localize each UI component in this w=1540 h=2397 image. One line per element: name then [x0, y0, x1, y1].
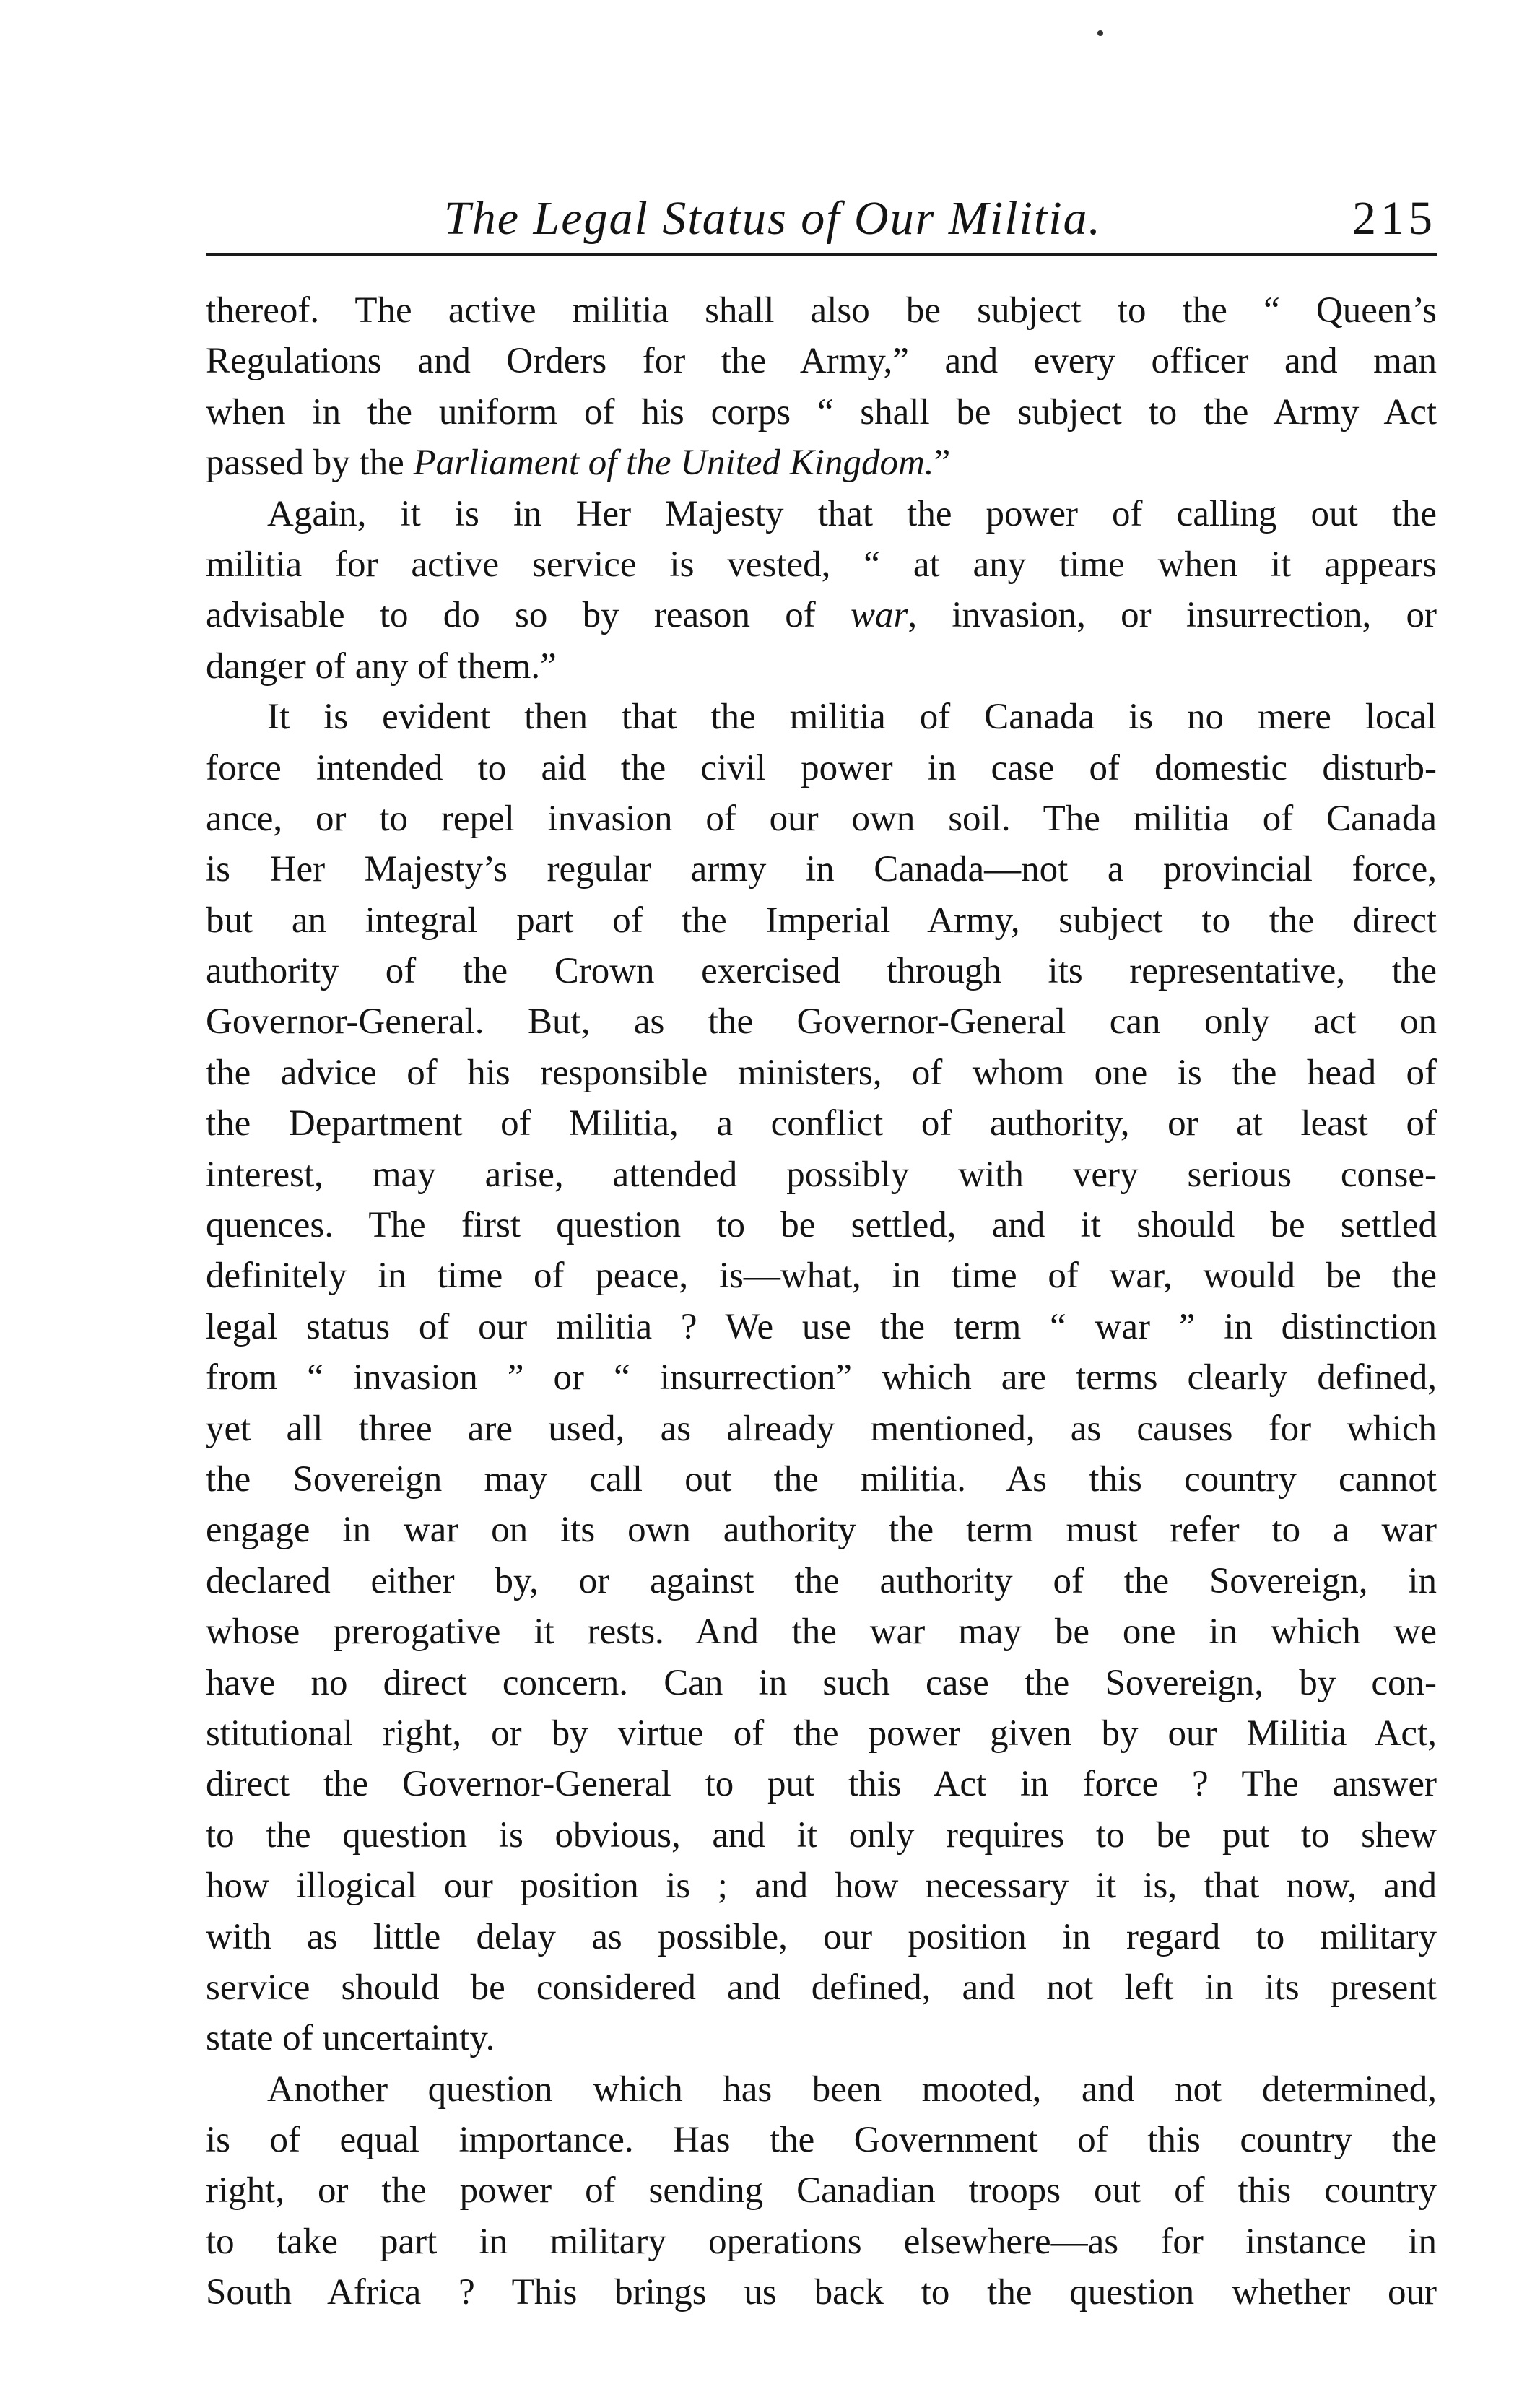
text-line: Another question which has been mooted, and not determined,: [267, 2068, 1437, 2110]
header-rule: [206, 253, 1437, 256]
text-line: Regulations and Orders for the Army,” and every officer and man: [206, 341, 1437, 382]
italic-text: war: [850, 595, 908, 636]
text-line: how illogical our position is ; and how necessary it is, that now, and: [206, 1866, 1437, 1907]
text-line: South Africa ? This brings us back to the question whether our: [206, 2272, 1437, 2313]
paragraph: [206, 2064, 1437, 2318]
text-line: whose prerogative it rests. And the war may be one in which we: [206, 1611, 1437, 1653]
text-line: have no direct concern. Can in such case the Sovereign, by con-: [206, 1662, 1437, 1703]
print-speck: [1097, 30, 1103, 36]
text-line: definitely in time of peace, is—what, in time of war, would be the: [206, 1256, 1437, 1297]
text-line: interest, may arise, attended possibly with very serious conse-: [206, 1154, 1437, 1195]
paragraph: [206, 692, 1437, 2064]
text-line: passed by the Parliament of the United Kingdom.”: [206, 443, 951, 484]
text-line: Governor-General. But, as the Governor-General can only act on: [206, 1001, 1437, 1043]
text-line: advisable to do so by reason of war, invasion, or insurrection, or: [206, 595, 1437, 636]
text-line: with as little delay as possible, our position in regard to military: [206, 1916, 1437, 1957]
text-line: direct the Governor-General to put this Act in force ? The answer: [206, 1764, 1437, 1805]
paragraph: [206, 285, 1437, 489]
paragraph: [206, 489, 1437, 692]
text-line: the Department of Militia, a conflict of authority, or at least of: [206, 1103, 1437, 1144]
text-line: is of equal importance. Has the Government of this country the: [206, 2120, 1437, 2161]
text-line: militia for active service is vested, “ at any time when it appears: [206, 544, 1437, 585]
text-line: right, or the power of sending Canadian troops out of this country: [206, 2170, 1437, 2211]
text-line: from “ invasion ” or “ insurrection” which are terms clearly defined,: [206, 1357, 1437, 1398]
text-line: yet all three are used, as already mentioned, as causes for which: [206, 1408, 1437, 1449]
text-line: to the question is obvious, and it only requires to be put to shew: [206, 1814, 1437, 1856]
text-line: service should be considered and defined, and not left in its present: [206, 1967, 1437, 2008]
running-title: The Legal Status of Our Militia.: [444, 192, 1102, 245]
text-line: declared either by, or against the authority of the Sovereign, in: [206, 1560, 1437, 1601]
running-head: [206, 191, 1437, 256]
text-line: the Sovereign may call out the militia. As this country cannot: [206, 1458, 1437, 1500]
text-line: Again, it is in Her Majesty that the power of calling out the: [267, 493, 1437, 534]
text-line: thereof. The active militia shall also be subject to the “ Queen’s: [206, 290, 1437, 331]
text-line: quences. The first question to be settled, and it should be settled: [206, 1205, 1437, 1246]
text-line: It is evident then that the militia of Canada is no mere local: [267, 697, 1437, 738]
text-line: the advice of his responsible ministers, of whom one is the head of: [206, 1052, 1437, 1093]
text-line: when in the uniform of his corps “ shall be subject to the Army Act: [206, 391, 1437, 432]
text-line: but an integral part of the Imperial Army, subject to the direct: [206, 900, 1437, 941]
text-line: ance, or to repel invasion of our own soil. The militia of Canada: [206, 798, 1437, 839]
text-line: force intended to aid the civil power in case of domestic disturb-: [206, 747, 1437, 788]
text-line: danger of any of them.”: [206, 645, 557, 687]
text-line: is Her Majesty’s regular army in Canada—not a provincial force,: [206, 849, 1437, 890]
text-line: engage in war on its own authority the term must refer to a war: [206, 1510, 1437, 1551]
italic-text: Parliament of the United Kingdom.: [413, 443, 934, 484]
text-line: state of uncertainty.: [206, 2018, 495, 2059]
body-text: [206, 285, 1437, 2318]
text-line: stitutional right, or by virtue of the power given by our Militia Act,: [206, 1713, 1437, 1754]
text-line: legal status of our militia ? We use the term “ war ” in distinction: [206, 1306, 1437, 1347]
text-line: to take part in military operations elsewhere—as for instance in: [206, 2221, 1437, 2262]
text-line: authority of the Crown exercised through its representative, the: [206, 951, 1437, 992]
page-number: 215: [1352, 192, 1437, 245]
